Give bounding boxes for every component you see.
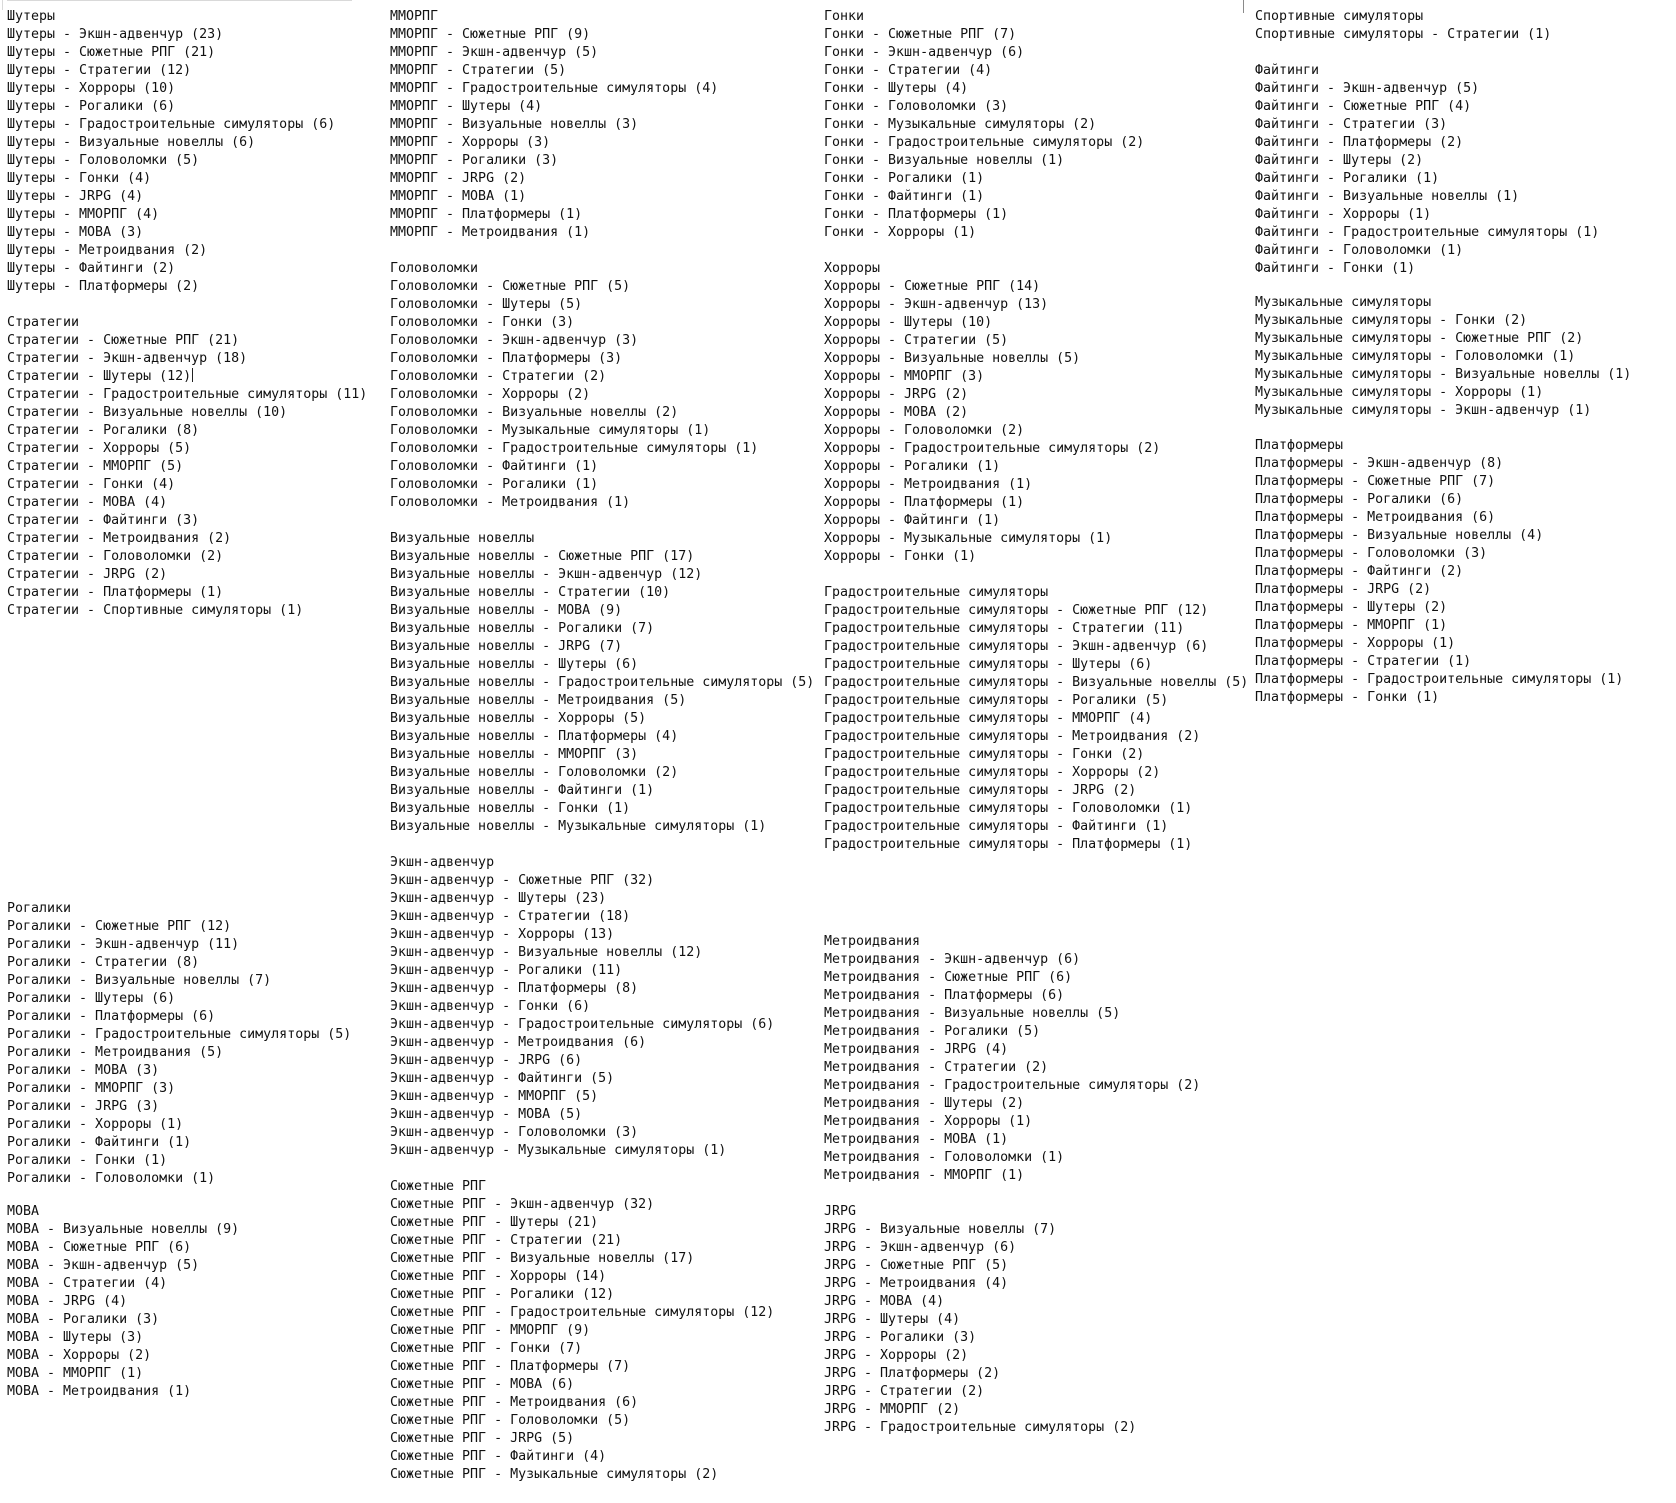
genre-pair-line: MOBA - ММОРПГ (1) [7, 1366, 144, 1381]
section-header: Головоломки [390, 261, 479, 276]
section-header: Файтинги [1255, 63, 1320, 78]
genre-pair-line: Платформеры - Гонки (1) [1255, 690, 1440, 705]
genre-pair-line: Шутеры - MOBA (3) [7, 225, 144, 240]
genre-section [824, 584, 1248, 854]
genre-pair-line: Шутеры - ММОРПГ (4) [7, 207, 160, 222]
genre-pair-line: Стратегии - Шутеры (12) [7, 369, 192, 384]
genre-pair-line: Метроидвания - Сюжетные РПГ (6) [824, 970, 1073, 985]
genre-pair-line: Хорроры - Гонки (1) [824, 549, 977, 564]
genre-pair-line: Стратегии - Градостроительные симуляторы (11) [7, 387, 368, 402]
genre-pair-line: Градостроительные симуляторы - Файтинги (1) [824, 819, 1169, 834]
genre-section [390, 8, 718, 242]
genre-pair-line: Экшн-адвенчур - Головоломки (3) [390, 1125, 639, 1140]
text-caret [192, 368, 193, 382]
genre-pair-line: Сюжетные РПГ - ММОРПГ (9) [390, 1323, 591, 1338]
genre-pair-line: Стратегии - Платформеры (1) [7, 585, 224, 600]
genre-pair-line: Градостроительные симуляторы - ММОРПГ (4) [824, 711, 1153, 726]
genre-pair-line: Платформеры - Визуальные новеллы (4) [1255, 528, 1544, 543]
genre-pair-line: Метроидвания - JRPG (4) [824, 1042, 1009, 1057]
genre-pair-line: Визуальные новеллы - Гонки (1) [390, 801, 631, 816]
genre-pair-line: Шутеры - Метроидвания (2) [7, 243, 208, 258]
genre-pair-line: Гонки - Музыкальные симуляторы (2) [824, 117, 1097, 132]
genre-pair-line: Платформеры - Хорроры (1) [1255, 636, 1456, 651]
genre-pair-line: Шутеры - Платформеры (2) [7, 279, 200, 294]
genre-pair-line: Платформеры - JRPG (2) [1255, 582, 1432, 597]
genre-pair-line: Гонки - Шутеры (4) [824, 81, 969, 96]
genre-pair-line: Файтинги - Визуальные новеллы (1) [1255, 189, 1520, 204]
genre-pair-line: Стратегии - Визуальные новеллы (10) [7, 405, 288, 420]
genre-pair-line: Сюжетные РПГ - Стратегии (21) [390, 1233, 623, 1248]
genre-pair-line: Сюжетные РПГ - Файтинги (4) [390, 1449, 607, 1464]
genre-pair-line: ММОРПГ - Метроидвания (1) [390, 225, 591, 240]
genre-pair-line: Стратегии - Экшн-адвенчур (18) [7, 351, 248, 366]
section-header: Гонки [824, 9, 865, 24]
genre-pair-line: Головоломки - Рогалики (1) [390, 477, 599, 492]
genre-pair-line: Головоломки - Экшн-адвенчур (3) [390, 333, 639, 348]
genre-pair-line: Рогалики - Гонки (1) [7, 1153, 168, 1168]
genre-section [824, 8, 1144, 242]
section-header: Метроидвания [824, 934, 921, 949]
genre-pair-line: Градостроительные симуляторы - Гонки (2) [824, 747, 1145, 762]
genre-pair-line: MOBA - Экшн-адвенчур (5) [7, 1258, 200, 1273]
genre-pair-line: JRPG - Экшн-адвенчур (6) [824, 1240, 1017, 1255]
section-header: Платформеры [1255, 438, 1344, 453]
genre-pair-line: Музыкальные симуляторы - Головоломки (1) [1255, 349, 1576, 364]
genre-pair-line: Рогалики - MOBA (3) [7, 1063, 160, 1078]
genre-pair-line: Сюжетные РПГ - JRPG (5) [390, 1431, 575, 1446]
genre-pair-line: Стратегии - Головоломки (2) [7, 549, 224, 564]
genre-pair-line: Метроидвания - Шутеры (2) [824, 1096, 1025, 1111]
genre-pair-line: Головоломки - Шутеры (5) [390, 297, 583, 312]
genre-pair-line: Головоломки - Файтинги (1) [390, 459, 599, 474]
genre-pair-line: Файтинги - Экшн-адвенчур (5) [1255, 81, 1480, 96]
genre-pair-line: Гонки - Сюжетные РПГ (7) [824, 27, 1017, 42]
genre-pair-line: JRPG - Стратегии (2) [824, 1384, 985, 1399]
genre-pair-line: Платформеры - ММОРПГ (1) [1255, 618, 1448, 633]
genre-pair-line: ММОРПГ - Рогалики (3) [390, 153, 559, 168]
section-header: Экшн-адвенчур [390, 855, 495, 870]
genre-pair-line: Файтинги - Головоломки (1) [1255, 243, 1464, 258]
genre-pair-line: Стратегии - ММОРПГ (5) [7, 459, 184, 474]
genre-pair-line: Хорроры - Файтинги (1) [824, 513, 1001, 528]
genre-pair-line: MOBA - Рогалики (3) [7, 1312, 160, 1327]
genre-pair-line: Экшн-адвенчур - Файтинги (5) [390, 1071, 615, 1086]
genre-pair-line: Шутеры - Экшн-адвенчур (23) [7, 27, 224, 42]
genre-pair-line: Платформеры - Головоломки (3) [1255, 546, 1488, 561]
genre-pair-line: Визуальные новеллы - Экшн-адвенчур (12) [390, 567, 703, 582]
genre-pair-line: Стратегии - Хорроры (5) [7, 441, 192, 456]
genre-pair-line: Хорроры - Градостроительные симуляторы (2) [824, 441, 1161, 456]
genre-pair-line: MOBA - Визуальные новеллы (9) [7, 1222, 240, 1237]
genre-pair-line: Визуальные новеллы - ММОРПГ (3) [390, 747, 639, 762]
genre-pair-line: MOBA - Хорроры (2) [7, 1348, 152, 1363]
section-header: Музыкальные симуляторы [1255, 295, 1432, 310]
genre-pair-line: Головоломки - Визуальные новеллы (2) [390, 405, 679, 420]
genre-pair-line: Хорроры - Визуальные новеллы (5) [824, 351, 1081, 366]
section-header: Шутеры [7, 9, 56, 24]
section-header: Градостроительные симуляторы [824, 585, 1049, 600]
genre-pair-line: Градостроительные симуляторы - Сюжетные РПГ (12) [824, 603, 1209, 618]
genre-pair-line: Файтинги - Гонки (1) [1255, 261, 1416, 276]
genre-section [824, 260, 1160, 566]
genre-pair-line: Метроидвания - MOBA (1) [824, 1132, 1009, 1147]
genre-section [1255, 437, 1623, 707]
genre-pair-line: Градостроительные симуляторы - Стратегии (11) [824, 621, 1185, 636]
genre-pair-line: Хорроры - Рогалики (1) [824, 459, 1001, 474]
genre-pair-line: Шутеры - Градостроительные симуляторы (6) [7, 117, 336, 132]
genre-pair-line: Головоломки - Сюжетные РПГ (5) [390, 279, 631, 294]
genre-pair-line: Стратегии - JRPG (2) [7, 567, 168, 582]
genre-pair-line: Метроидвания - Градостроительные симуляторы (2) [824, 1078, 1201, 1093]
genre-pair-line: Градостроительные симуляторы - JRPG (2) [824, 783, 1137, 798]
genre-pair-line: Музыкальные симуляторы - Сюжетные РПГ (2) [1255, 331, 1584, 346]
genre-pair-line: Шутеры - JRPG (4) [7, 189, 144, 204]
genre-pair-line: Хорроры - Экшн-адвенчур (13) [824, 297, 1049, 312]
genre-pair-line: MOBA - Сюжетные РПГ (6) [7, 1240, 192, 1255]
genre-pair-line: Рогалики - Головоломки (1) [7, 1171, 216, 1186]
genre-pair-line: Сюжетные РПГ - Музыкальные симуляторы (2) [390, 1467, 719, 1482]
genre-pair-line: Головоломки - Стратегии (2) [390, 369, 607, 384]
genre-pair-line: Гонки - Рогалики (1) [824, 171, 985, 186]
genre-pair-line: Экшн-адвенчур - Шутеры (23) [390, 891, 607, 906]
genre-pair-line: Градостроительные симуляторы - Метроидвания (2) [824, 729, 1201, 744]
genre-section [7, 1203, 239, 1401]
genre-pair-line: ММОРПГ - JRPG (2) [390, 171, 527, 186]
genre-pair-line: Сюжетные РПГ - Визуальные новеллы (17) [390, 1251, 695, 1266]
genre-pair-line: Метроидвания - Стратегии (2) [824, 1060, 1049, 1075]
genre-pair-line: Визуальные новеллы - Стратегии (10) [390, 585, 671, 600]
genre-pair-line: Стратегии - Рогалики (8) [7, 423, 200, 438]
genre-pair-line: Рогалики - Сюжетные РПГ (12) [7, 919, 232, 934]
genre-section [824, 933, 1200, 1185]
genre-pair-line: Файтинги - Рогалики (1) [1255, 171, 1440, 186]
genre-pair-line: JRPG - ММОРПГ (2) [824, 1402, 961, 1417]
genre-pair-line: Экшн-адвенчур - Стратегии (18) [390, 909, 631, 924]
genre-pair-line: Рогалики - Визуальные новеллы (7) [7, 973, 272, 988]
genre-pair-line: Экшн-адвенчур - Градостроительные симуляторы (6) [390, 1017, 775, 1032]
genre-pair-line: Хорроры - ММОРПГ (3) [824, 369, 985, 384]
genre-pair-line: Метроидвания - Рогалики (5) [824, 1024, 1041, 1039]
genre-pair-line: Стратегии - Сюжетные РПГ (21) [7, 333, 240, 348]
genre-pair-line: Экшн-адвенчур - Метроидвания (6) [390, 1035, 647, 1050]
genre-section [390, 854, 774, 1160]
genre-pair-line: JRPG - Визуальные новеллы (7) [824, 1222, 1057, 1237]
genre-pair-line: Шутеры - Стратегии (12) [7, 63, 192, 78]
genre-pair-line: Головоломки - Гонки (3) [390, 315, 575, 330]
section-header: ММОРПГ [390, 9, 439, 24]
genre-pair-line: MOBA - Стратегии (4) [7, 1276, 168, 1291]
genre-pair-line: Экшн-адвенчур - Визуальные новеллы (12) [390, 945, 703, 960]
genre-pair-line: Сюжетные РПГ - Головоломки (5) [390, 1413, 631, 1428]
genre-section [7, 314, 367, 620]
genre-pair-line: ММОРПГ - Стратегии (5) [390, 63, 567, 78]
genre-section [824, 1203, 1136, 1437]
genre-pair-line: Платформеры - Градостроительные симуляторы (1) [1255, 672, 1624, 687]
genre-pair-line: ММОРПГ - Экшн-адвенчур (5) [390, 45, 599, 60]
genre-pair-line: Файтинги - Хорроры (1) [1255, 207, 1432, 222]
genre-pair-line: Визуальные новеллы - Метроидвания (5) [390, 693, 687, 708]
section-header: Спортивные симуляторы [1255, 9, 1424, 24]
section-header: Стратегии [7, 315, 80, 330]
genre-pair-line: Визуальные новеллы - MOBA (9) [390, 603, 623, 618]
genre-section [7, 900, 351, 1188]
section-header: Визуальные новеллы [390, 531, 535, 546]
genre-pair-line: Метроидвания - Головоломки (1) [824, 1150, 1065, 1165]
genre-pair-line: JRPG - Метроидвания (4) [824, 1276, 1009, 1291]
genre-pair-line: Головоломки - Платформеры (3) [390, 351, 623, 366]
genre-pair-line: Головоломки - Музыкальные симуляторы (1) [390, 423, 711, 438]
genre-pair-line: Гонки - Файтинги (1) [824, 189, 985, 204]
genre-pair-line: Шутеры - Головоломки (5) [7, 153, 200, 168]
genre-pair-line: Платформеры - Стратегии (1) [1255, 654, 1472, 669]
genre-section [1255, 62, 1599, 278]
genre-section [1255, 8, 1551, 44]
genre-pair-line: Рогалики - Платформеры (6) [7, 1009, 216, 1024]
genre-pair-line: Гонки - Стратегии (4) [824, 63, 993, 78]
genre-section [1255, 294, 1631, 420]
genre-pair-line: ММОРПГ - Шутеры (4) [390, 99, 543, 114]
genre-pair-line: JRPG - Сюжетные РПГ (5) [824, 1258, 1009, 1273]
genre-pair-line: Градостроительные симуляторы - Шутеры (6) [824, 657, 1153, 672]
genre-pair-line: Экшн-адвенчур - Хорроры (13) [390, 927, 615, 942]
genre-pair-line: Гонки - Хорроры (1) [824, 225, 977, 240]
genre-pair-line: Хорроры - Стратегии (5) [824, 333, 1009, 348]
genre-pair-line: Сюжетные РПГ - Гонки (7) [390, 1341, 583, 1356]
genre-pair-line: Спортивные симуляторы - Стратегии (1) [1255, 27, 1552, 42]
genre-pair-line: Метроидвания - Платформеры (6) [824, 988, 1065, 1003]
genre-pair-line: Хорроры - Музыкальные симуляторы (1) [824, 531, 1113, 546]
genre-pair-line: Шутеры - Хорроры (10) [7, 81, 176, 96]
genre-pair-line: Хорроры - JRPG (2) [824, 387, 969, 402]
genre-pair-line: MOBA - Метроидвания (1) [7, 1384, 192, 1399]
genre-pair-line: Визуальные новеллы - Файтинги (1) [390, 783, 655, 798]
genre-pair-line: ММОРПГ - MOBA (1) [390, 189, 527, 204]
genre-pair-line: Файтинги - Стратегии (3) [1255, 117, 1448, 132]
genre-pair-line: Платформеры - Сюжетные РПГ (7) [1255, 474, 1496, 489]
genre-pair-line: Хорроры - Метроидвания (1) [824, 477, 1033, 492]
genre-pair-line: Рогалики - Стратегии (8) [7, 955, 200, 970]
genre-pair-line: Головоломки - Метроидвания (1) [390, 495, 631, 510]
genre-pair-line: Сюжетные РПГ - Градостроительные симуляторы (12) [390, 1305, 775, 1320]
genre-pair-line: Рогалики - Метроидвания (5) [7, 1045, 224, 1060]
genre-pair-line: JRPG - Градостроительные симуляторы (2) [824, 1420, 1137, 1435]
genre-pair-line: JRPG - MOBA (4) [824, 1294, 945, 1309]
genre-pair-line: Градостроительные симуляторы - Визуальные новеллы (5) [824, 675, 1249, 690]
genre-pair-line: Экшн-адвенчур - JRPG (6) [390, 1053, 583, 1068]
genre-pair-line: Стратегии - Метроидвания (2) [7, 531, 232, 546]
genre-pair-line: Платформеры - Экшн-адвенчур (8) [1255, 456, 1504, 471]
genre-pair-line: Сюжетные РПГ - Хорроры (14) [390, 1269, 607, 1284]
genre-section [7, 8, 335, 296]
genre-pair-line: Экшн-адвенчур - ММОРПГ (5) [390, 1089, 599, 1104]
genre-pair-line: Платформеры - Шутеры (2) [1255, 600, 1448, 615]
genre-pair-line: Музыкальные симуляторы - Гонки (2) [1255, 313, 1528, 328]
genre-pair-line: ММОРПГ - Градостроительные симуляторы (4) [390, 81, 719, 96]
genre-pair-line: Шутеры - Файтинги (2) [7, 261, 176, 276]
genre-pair-line: Визуальные новеллы - Музыкальные симуляторы (1) [390, 819, 767, 834]
genre-pair-line: Визуальные новеллы - Хорроры (5) [390, 711, 647, 726]
genre-pair-line: Музыкальные симуляторы - Визуальные новеллы (1) [1255, 367, 1632, 382]
genre-pair-line: Визуальные новеллы - Сюжетные РПГ (17) [390, 549, 695, 564]
genre-pair-line: Градостроительные симуляторы - Рогалики (5) [824, 693, 1169, 708]
genre-pair-line: Визуальные новеллы - JRPG (7) [390, 639, 623, 654]
genre-pair-line: Гонки - Платформеры (1) [824, 207, 1009, 222]
genre-pair-line: Рогалики - ММОРПГ (3) [7, 1081, 176, 1096]
genre-pair-line: Сюжетные РПГ - Рогалики (12) [390, 1287, 615, 1302]
genre-pair-line: Файтинги - Сюжетные РПГ (4) [1255, 99, 1472, 114]
genre-pair-line: Метроидвания - Хорроры (1) [824, 1114, 1033, 1129]
genre-pair-line: Гонки - Экшн-адвенчур (6) [824, 45, 1025, 60]
genre-pair-line: Рогалики - Экшн-адвенчур (11) [7, 937, 240, 952]
genre-pair-line: Хорроры - Шутеры (10) [824, 315, 993, 330]
genre-pair-line: Сюжетные РПГ - Экшн-адвенчур (32) [390, 1197, 655, 1212]
genre-pair-line: Хорроры - Платформеры (1) [824, 495, 1025, 510]
genre-pair-line: Стратегии - Спортивные симуляторы (1) [7, 603, 304, 618]
genre-pair-line: Файтинги - Шутеры (2) [1255, 153, 1424, 168]
section-header: MOBA [7, 1204, 40, 1219]
genre-pair-line: Сюжетные РПГ - Шутеры (21) [390, 1215, 599, 1230]
genre-pair-line: Градостроительные симуляторы - Экшн-адвенчур (6) [824, 639, 1209, 654]
genre-pair-line: Визуальные новеллы - Шутеры (6) [390, 657, 639, 672]
genre-pair-line: Файтинги - Градостроительные симуляторы (1) [1255, 225, 1600, 240]
genre-pair-line: Рогалики - JRPG (3) [7, 1099, 160, 1114]
genre-pair-line: Градостроительные симуляторы - Головоломки (1) [824, 801, 1193, 816]
genre-pair-line: Головоломки - Хорроры (2) [390, 387, 591, 402]
genre-section [390, 530, 814, 836]
genre-pair-line: Гонки - Визуальные новеллы (1) [824, 153, 1065, 168]
genre-pair-line: ММОРПГ - Платформеры (1) [390, 207, 583, 222]
genre-section [390, 260, 758, 512]
genre-pair-line: Гонки - Градостроительные симуляторы (2) [824, 135, 1145, 150]
section-header: Рогалики [7, 901, 72, 916]
genre-pair-line: Хорроры - Сюжетные РПГ (14) [824, 279, 1041, 294]
genre-pair-line: Экшн-адвенчур - Музыкальные симуляторы (1) [390, 1143, 727, 1158]
genre-pair-line: ММОРПГ - Сюжетные РПГ (9) [390, 27, 591, 42]
genre-pair-line: Платформеры - Метроидвания (6) [1255, 510, 1496, 525]
genre-pair-line: Метроидвания - Визуальные новеллы (5) [824, 1006, 1121, 1021]
genre-pair-line: Градостроительные симуляторы - Хорроры (2) [824, 765, 1161, 780]
genre-pair-line: Визуальные новеллы - Платформеры (4) [390, 729, 679, 744]
genre-pair-line: JRPG - Шутеры (4) [824, 1312, 961, 1327]
genre-pair-line: Стратегии - Гонки (4) [7, 477, 176, 492]
genre-pair-line: Стратегии - MOBA (4) [7, 495, 168, 510]
section-header: Хорроры [824, 261, 881, 276]
genre-pair-line: Головоломки - Градостроительные симуляторы (1) [390, 441, 759, 456]
section-header: Сюжетные РПГ [390, 1179, 487, 1194]
genre-pair-line: Сюжетные РПГ - Метроидвания (6) [390, 1395, 639, 1410]
genre-pair-line: ММОРПГ - Хорроры (3) [390, 135, 551, 150]
genre-pair-line: Файтинги - Платформеры (2) [1255, 135, 1464, 150]
genre-pair-line: Градостроительные симуляторы - Платформеры (1) [824, 837, 1193, 852]
genre-pair-line: Рогалики - Градостроительные симуляторы (5) [7, 1027, 352, 1042]
genre-pair-line: Шутеры - Рогалики (6) [7, 99, 176, 114]
genre-pair-line: Хорроры - MOBA (2) [824, 405, 969, 420]
genre-pair-line: Визуальные новеллы - Головоломки (2) [390, 765, 679, 780]
genre-pair-line: Платформеры - Рогалики (6) [1255, 492, 1464, 507]
genre-pair-line: JRPG - Платформеры (2) [824, 1366, 1001, 1381]
section-header: JRPG [824, 1204, 857, 1219]
genre-pair-line: Хорроры - Головоломки (2) [824, 423, 1025, 438]
genre-pair-line: JRPG - Хорроры (2) [824, 1348, 969, 1363]
genre-pair-line: MOBA - Шутеры (3) [7, 1330, 144, 1345]
genre-pair-line: Визуальные новеллы - Градостроительные симуляторы (5) [390, 675, 815, 690]
genre-pair-line: Рогалики - Шутеры (6) [7, 991, 176, 1006]
genre-pair-line: Шутеры - Визуальные новеллы (6) [7, 135, 256, 150]
genre-pair-line: Шутеры - Сюжетные РПГ (21) [7, 45, 216, 60]
genre-pair-line: Шутеры - Гонки (4) [7, 171, 152, 186]
genre-pair-line: ММОРПГ - Визуальные новеллы (3) [390, 117, 639, 132]
genre-pair-line: Метроидвания - ММОРПГ (1) [824, 1168, 1025, 1183]
genre-pair-line: MOBA - JRPG (4) [7, 1294, 128, 1309]
genre-pair-line: Метроидвания - Экшн-адвенчур (6) [824, 952, 1081, 967]
genre-section [390, 1178, 774, 1484]
genre-pair-line: Гонки - Головоломки (3) [824, 99, 1009, 114]
genre-pair-line: Экшн-адвенчур - MOBA (5) [390, 1107, 583, 1122]
genre-pair-line: Визуальные новеллы - Рогалики (7) [390, 621, 655, 636]
genre-pair-line: JRPG - Рогалики (3) [824, 1330, 977, 1345]
genre-pair-line: Сюжетные РПГ - MOBA (6) [390, 1377, 575, 1392]
genre-pair-line: Платформеры - Файтинги (2) [1255, 564, 1464, 579]
genre-pair-line: Музыкальные симуляторы - Хорроры (1) [1255, 385, 1544, 400]
genre-pair-line: Рогалики - Хорроры (1) [7, 1117, 184, 1132]
genre-pair-line: Экшн-адвенчур - Гонки (6) [390, 999, 591, 1014]
genre-pair-line: Рогалики - Файтинги (1) [7, 1135, 192, 1150]
genre-pair-line: Экшн-адвенчур - Сюжетные РПГ (32) [390, 873, 655, 888]
genre-pair-line: Сюжетные РПГ - Платформеры (7) [390, 1359, 631, 1374]
genre-pair-line: Экшн-адвенчур - Рогалики (11) [390, 963, 623, 978]
genre-pair-line: Музыкальные симуляторы - Экшн-адвенчур (1) [1255, 403, 1592, 418]
genre-pair-line: Стратегии - Файтинги (3) [7, 513, 200, 528]
genre-pair-line: Экшн-адвенчур - Платформеры (8) [390, 981, 639, 996]
